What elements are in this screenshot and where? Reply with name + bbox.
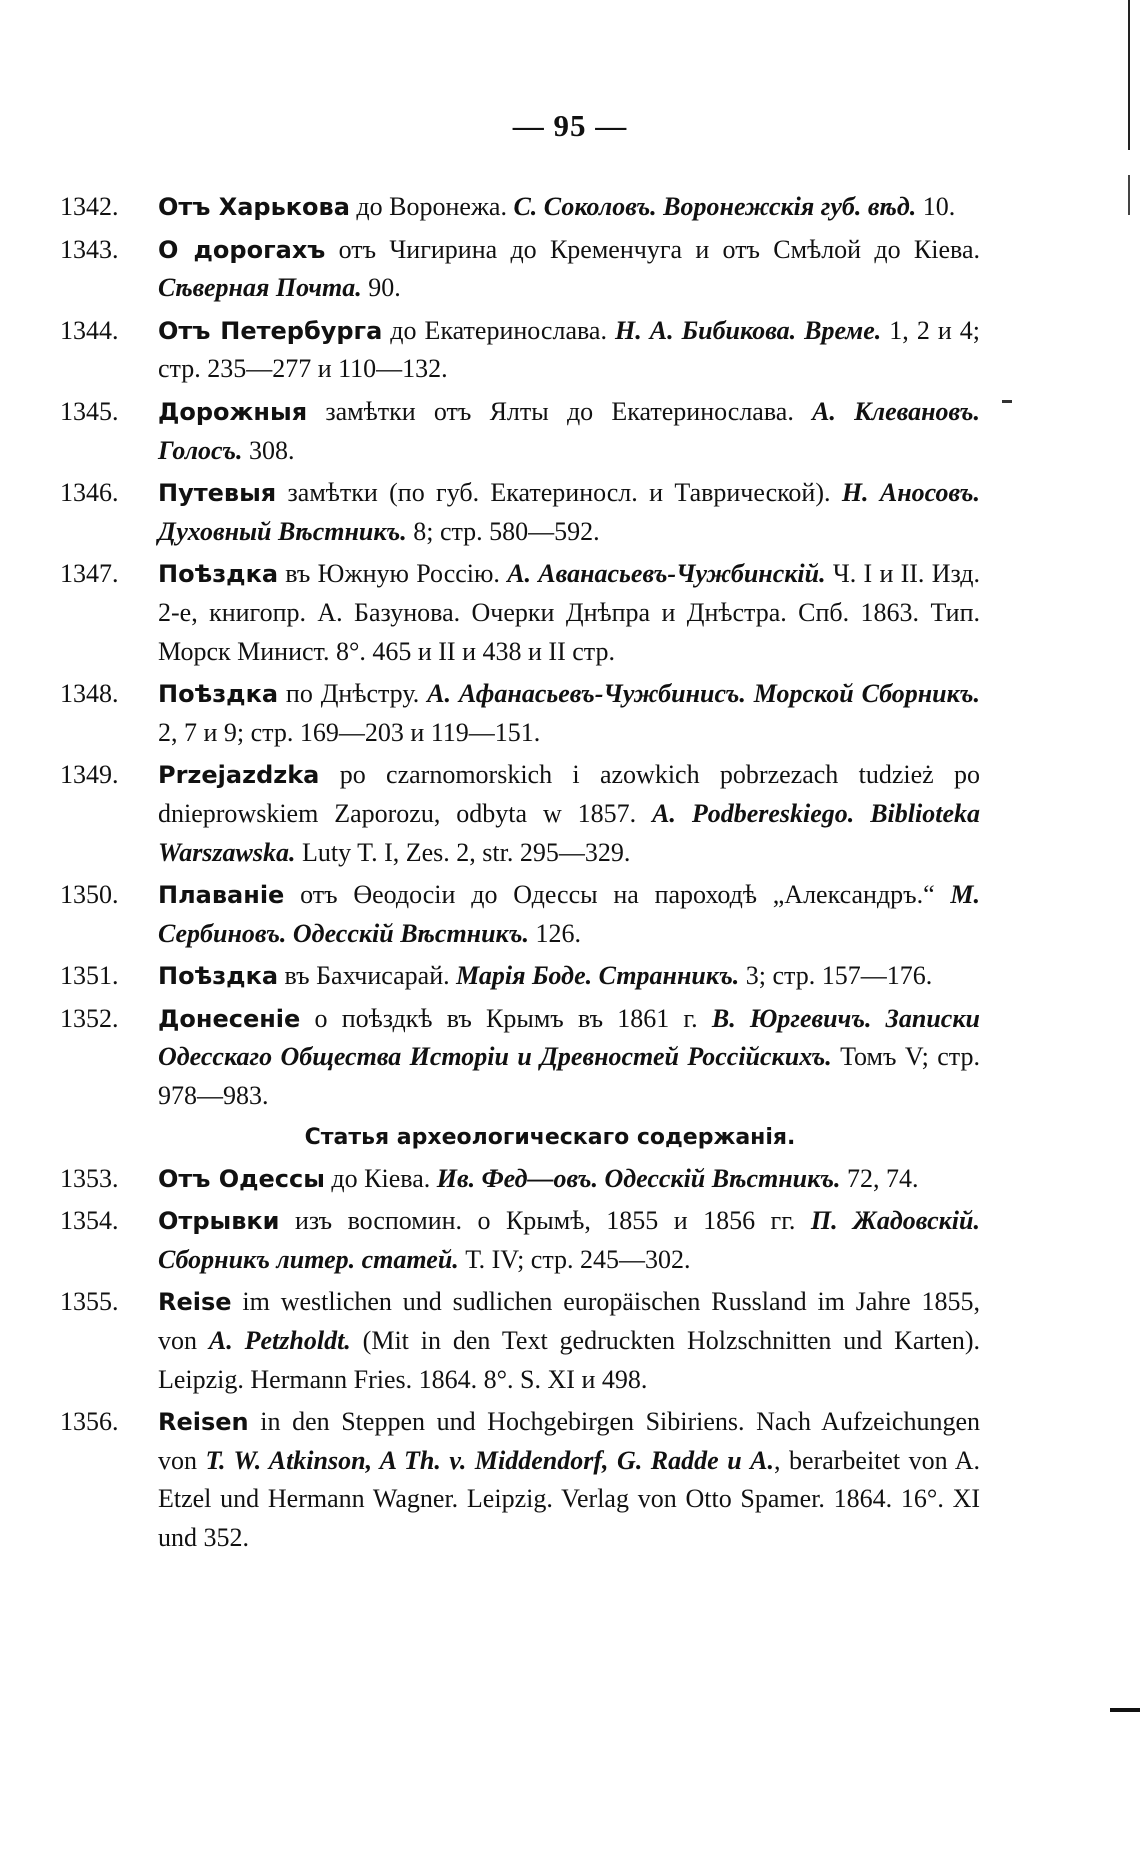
entry-text: изъ воспомин. о Крымѣ, 1855 и 1856 гг. <box>279 1206 811 1236</box>
bibliography-entry <box>60 1403 980 1557</box>
entry-number: 1348. <box>60 679 119 709</box>
entry-author: С. Соколовъ. <box>513 192 657 221</box>
entry-author: А. Аванасьевъ-Чужбинскій. <box>507 559 826 589</box>
entry-source: Одесскій Вѣстникъ. <box>597 1163 841 1193</box>
entry-source: Морской Сборникъ. <box>745 679 980 709</box>
entry-author: А. Афанасьевъ-Чужбинисъ. <box>427 679 746 709</box>
entry-title-lead: Reisen <box>158 1408 249 1437</box>
entry-source: Biblioteka Warszawska. <box>158 798 980 867</box>
entry-source: Сѣверная Почта. <box>158 273 362 303</box>
entry-title-lead: Отъ Харькова <box>158 193 350 221</box>
print-mark-corner <box>1110 1708 1140 1712</box>
entry-source: Одесскій Вѣстникъ. <box>286 918 529 948</box>
entry-group-1 <box>60 188 980 1116</box>
entry-tail: 10. <box>916 192 956 221</box>
entry-title-lead: Przejazdzka <box>158 761 320 790</box>
entry-text: замѣтки (по губ. Екатериносл. и Таврической). <box>276 478 842 508</box>
bibliography-entry <box>60 231 980 308</box>
entry-number: 1351. <box>60 961 119 991</box>
entry-author: В. Юргевичъ. <box>711 1003 872 1033</box>
entry-author: A. Petzholdt. <box>208 1326 351 1356</box>
entry-text: отъ Чигирина до Кременчуга и отъ Смѣлой до Кіева. <box>325 234 980 264</box>
print-mark <box>1002 400 1012 403</box>
bibliography-entry <box>60 312 980 389</box>
entry-source: Голосъ. <box>158 435 243 465</box>
entry-group-2 <box>60 1160 980 1558</box>
entry-tail: 126. <box>528 918 581 948</box>
entry-text: im westlichen und sudlichen europäischen Russland im Jahre 1855, von <box>158 1287 980 1356</box>
entry-source: и A. <box>718 1445 775 1475</box>
entry-number: 1349. <box>60 760 119 790</box>
entry-text: in den Steppen und Hochgebirgen Sibiriens. Nach Aufzeichungen von <box>158 1407 980 1475</box>
entry-source: Сборникъ литер. статей. <box>158 1244 459 1274</box>
entry-author: Ив. Фед—овъ. <box>436 1163 598 1193</box>
entry-title-lead: Дорожныя <box>158 397 308 426</box>
entry-number: 1346. <box>60 478 119 508</box>
entry-number: 1354. <box>60 1206 119 1236</box>
entry-number: 1355. <box>60 1287 119 1317</box>
entry-tail: Luty T. I, Zes. 2, str. 295—329. <box>295 837 631 867</box>
entry-title-lead: Поѣздка <box>158 560 279 589</box>
entry-title-lead: Донесеніе <box>158 1004 301 1033</box>
entry-author: A. Podbereskiego. <box>652 798 855 828</box>
bibliography-entry <box>60 555 980 671</box>
entry-title-lead: Путевыя <box>158 479 277 508</box>
entry-tail: Ч. I и II. Изд. 2-е, книгопр. А. Базунова. Очерки Днѣпра и Днѣстра. Спб. 1863. Тип. Морск Минист. 8°. 465 и II и 438 и II стр. <box>158 559 980 666</box>
entry-text: въ Южную Россію. <box>278 559 508 589</box>
entry-tail: 3; стр. 157—176. <box>739 961 933 991</box>
entry-tail: 90. <box>361 273 401 303</box>
entry-tail: 2, 7 и 9; стр. 169—203 и 119—151. <box>158 717 541 747</box>
entry-title-lead: Отрывки <box>158 1207 280 1236</box>
entry-title-lead: Отъ Одессы <box>158 1164 325 1193</box>
entry-title-lead: Reise <box>158 1288 232 1317</box>
bibliography-entry <box>60 957 980 996</box>
entry-text: po czarnomorskich i azowkich pobrzezach tudzież po dnieprowskiem Zaporozu, odbyta w 1857. <box>158 760 980 828</box>
bibliography-list <box>60 188 980 1562</box>
entry-source: Време. <box>796 315 882 345</box>
entry-text: замѣтки отъ Ялты до Екатеринослава. <box>307 396 813 426</box>
entry-author: Н. А. Бибикова. <box>614 315 797 345</box>
entry-text: до Воронежа. <box>349 192 514 221</box>
entry-author: Марія Боде. <box>456 961 593 991</box>
entry-text: до Екатеринослава. <box>382 315 615 345</box>
entry-text: по Днѣстру. <box>278 679 428 709</box>
entry-author: Н. Аносовъ. <box>841 478 980 508</box>
entry-tail: 72, 74. <box>840 1163 919 1193</box>
entry-number: 1356. <box>60 1407 119 1437</box>
entry-text: о поѣздкѣ въ Крымъ въ 1861 г. <box>300 1003 712 1033</box>
entry-author: П. Жадовскій. <box>810 1206 980 1236</box>
bibliography-entry <box>60 188 980 227</box>
entry-tail: Т. IV; стр. 245—302. <box>458 1244 691 1274</box>
entry-author: М. Сербиновъ. <box>158 880 980 948</box>
entry-number: 1343. <box>60 234 119 264</box>
entry-number: 1353. <box>60 1163 119 1193</box>
entry-tail: 1, 2 и 4; стр. 235—277 и 110—132. <box>158 315 981 384</box>
entry-tail: 308. <box>242 435 295 465</box>
entry-author: А. Клевановъ. <box>812 396 981 426</box>
entry-source: Воронежскія губ. вѣд. <box>656 192 917 221</box>
entry-title-lead: О дорогахъ <box>158 235 326 264</box>
entry-number: 1342. <box>60 192 119 221</box>
entry-tail: , berarbeitet von A. Etzel und Hermann Wagner. Leipzig. Verlag von Otto Spamer. 1864. 16°. XI und 352. <box>158 1445 980 1552</box>
entry-number: 1344. <box>60 315 119 345</box>
entry-tail: 8; стр. 580—592. <box>406 516 600 546</box>
page-number: — 95 — <box>512 108 628 143</box>
entry-number: 1350. <box>60 880 119 910</box>
entry-tail: (Mit in den Text gedruckten Holzschnitten und Karten). Leipzig. Hermann Fries. 1864. 8°. S. XI и 498. <box>158 1326 981 1394</box>
entry-title-lead: Поѣздка <box>158 962 279 991</box>
bibliography-entry <box>60 1202 980 1279</box>
entry-number: 1347. <box>60 559 119 589</box>
entry-text: до Кіева. <box>324 1163 437 1193</box>
entry-title-lead: Поѣздка <box>158 680 279 709</box>
page-edge-rule-lower <box>1128 175 1130 215</box>
section-subheading: Статья археологическаго содержанія. <box>304 1124 796 1150</box>
bibliography-entry <box>60 675 980 752</box>
entry-source: Духовный Вѣстникъ. <box>158 516 407 546</box>
bibliography-entry <box>60 1000 980 1116</box>
entry-text: отъ Өеодосіи до Одессы на пароходѣ „Александръ.“ <box>284 880 951 910</box>
bibliography-entry <box>60 474 980 551</box>
entry-title-lead: Отъ Петербурга <box>158 316 383 345</box>
bibliography-entry <box>60 393 980 470</box>
bibliography-entry <box>60 756 980 872</box>
entry-tail: Томъ V; стр. 978—983. <box>158 1042 980 1111</box>
entry-title-lead: Плаваніе <box>158 881 285 910</box>
entry-text: въ Бахчисарай. <box>278 961 457 991</box>
entry-source: Странникъ. <box>592 961 740 991</box>
entry-number: 1345. <box>60 396 119 426</box>
entry-number: 1352. <box>60 1003 119 1033</box>
entry-author: T. W. Atkinson, A Th. v. Middendorf, G. Radde <box>205 1445 719 1475</box>
entry-source: Записки Одесскаго Общества Исторіи и Древностей Россійскихъ. <box>158 1003 980 1072</box>
bibliography-entry <box>60 1283 980 1399</box>
bibliography-entry <box>60 1160 980 1199</box>
bibliography-entry <box>60 876 980 953</box>
